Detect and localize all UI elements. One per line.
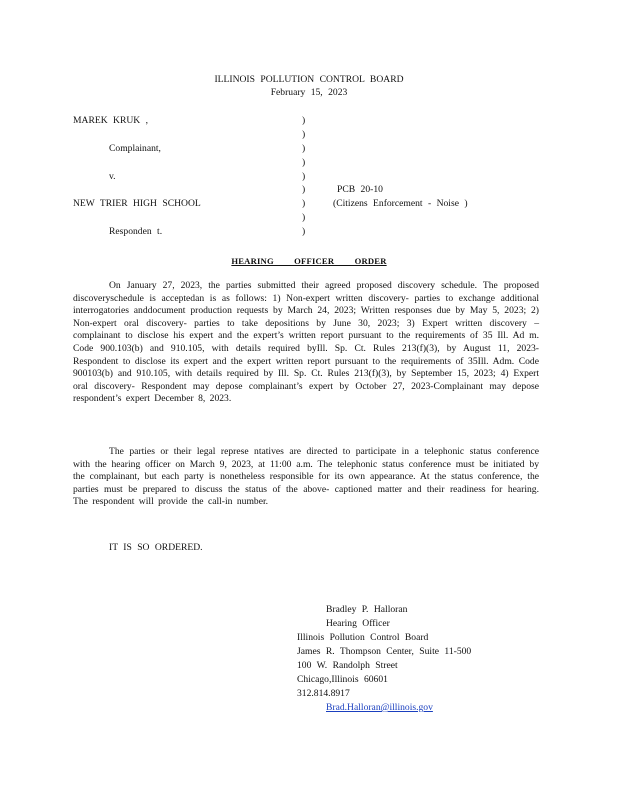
caption-paren: ) (302, 226, 306, 237)
order-title (0, 256, 618, 266)
case-number: PCB 20-10 (337, 184, 383, 195)
complainant-role: Complainant, (109, 143, 161, 154)
caption-paren: ) (302, 198, 306, 209)
caption-paren: ) (302, 143, 306, 154)
email-link[interactable]: Brad.Halloran@illinois.gov (326, 702, 433, 713)
respondent-name: NEW TRIER HIGH SCHOOL (73, 198, 201, 209)
caption-paren: ) (302, 171, 306, 182)
signer-organization: Illinois Pollution Control Board (297, 632, 429, 643)
order-title-text: HEARING OFFICER ORDER (231, 256, 387, 266)
phone-number: 312.814.8917 (297, 688, 350, 699)
address-line-1: James R. Thompson Center, Suite 11-500 (297, 646, 472, 657)
order-date: February 15, 2023 (270, 87, 348, 98)
caption-paren: ) (302, 157, 306, 168)
signer-title: Hearing Officer (326, 618, 390, 629)
agency-heading: ILLINOIS POLLUTION CONTROL BOARD (214, 74, 404, 85)
caption-paren: ) (302, 184, 306, 195)
closing-statement: IT IS SO ORDERED. (109, 542, 203, 553)
signer-name: Bradley P. Halloran (326, 604, 408, 615)
complainant-name: MAREK KRUK , (73, 115, 149, 126)
caption-paren: ) (302, 115, 306, 126)
case-type: (Citizens Enforcement - Noise ) (333, 198, 468, 209)
address-line-2: 100 W. Randolph Street (297, 660, 398, 671)
caption-paren: ) (302, 212, 306, 223)
respondent-role: Responden t. (109, 226, 163, 237)
address-line-3: Chicago,Illinois 60601 (297, 674, 388, 685)
body-paragraph-2: The parties or their legal represe ntatives are directed to participate in a telephonic status conference with the hearing officer on March 9, 2023, at 11:00 a.m. The telephonic status conference must be initiated by the complainant, but each party is nonetheless responsible for its own appearance. At the status conference, the parties must be prepared to discuss the status of the above- captioned matter and their readiness for hearing. The respondent will provide the call-in number. (73, 446, 539, 508)
versus-label: v. (109, 171, 116, 182)
body-paragraph-1: On January 27, 2023, the parties submitted their agreed proposed discovery schedule. The proposed discoveryschedule is acceptedan is as follows: 1) Non-expert written discovery- parties to exchange additional interrogatories anddocument production requests by March 24, 2023; Written responses due by May 5, 2023; 2) Non-expert oral discovery- parties to take depositions by June 30, 2023; 3) Expert written discovery – complainant to disclose his expert and the expert’s written report pursuant to the requirements of 35 Ill. Ad m. Code 900.103(b) and 910.105, with details required byIll. Sp. Ct. Rules 213(f)(3), by August 11, 2023- Respondent to disclose its expert and the expert written report pursuant to the requirements of 35Ill. Adm. Code 900103(b) and 910.105, with details required by Ill. Sp. Ct. Rules 213(f)(3), by September 15, 2023; 4) Expert oral discovery- Respondent may depose complainant’s expert by October 27, 2023-Complainant may depose respondent’s expert December 8, 2023. (73, 280, 539, 405)
caption-paren: ) (302, 129, 306, 140)
